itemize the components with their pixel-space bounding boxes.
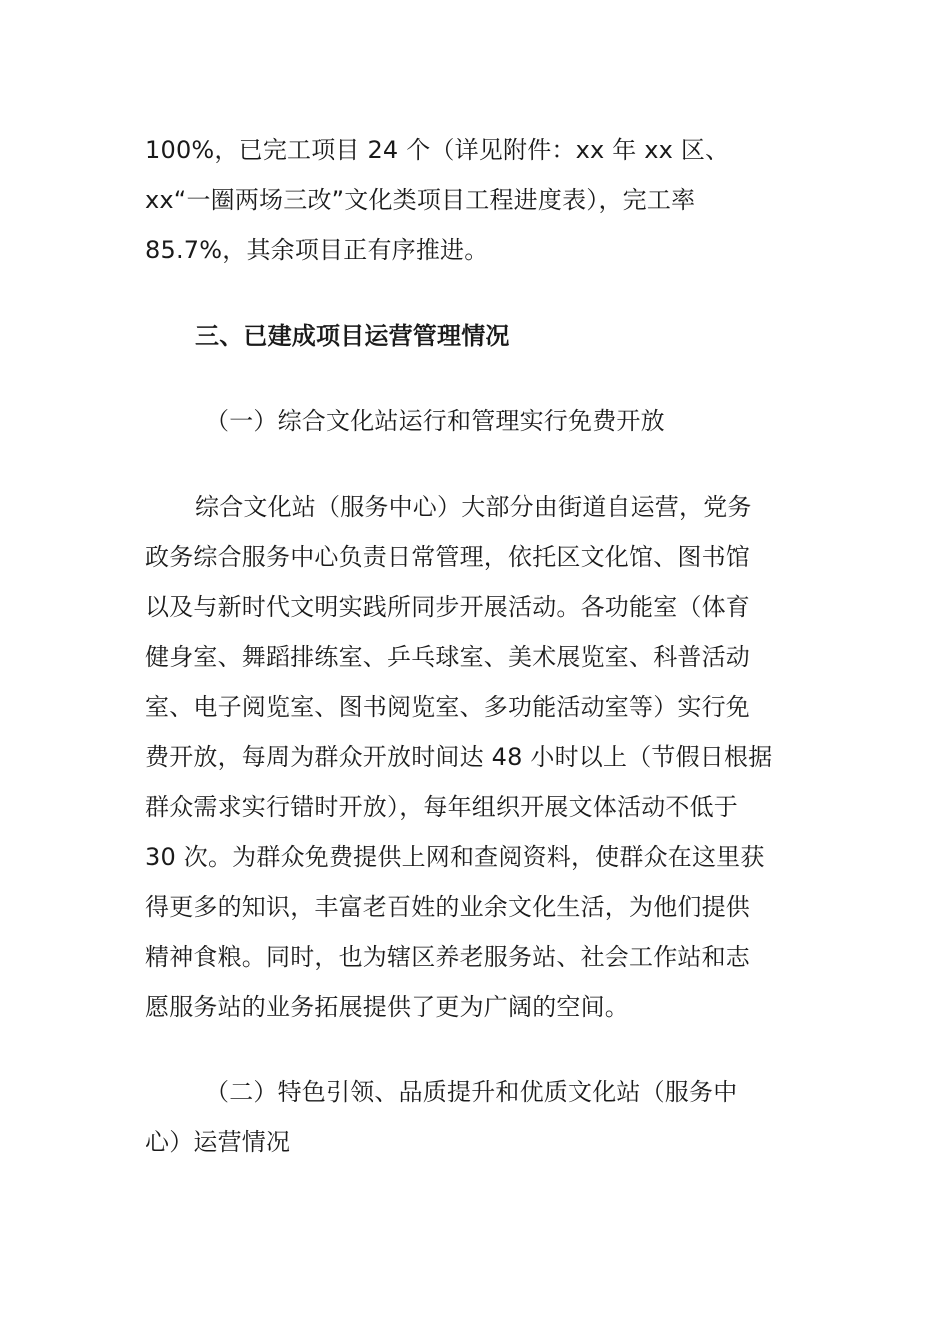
body-line: 愿服务站的业务拓展提供了更为广阔的空间。: [145, 993, 629, 1021]
body-line: 精神食粮。同时，也为辖区养老服务站、社会工作站和志: [145, 943, 750, 971]
paragraph-line: 85.7%，其余项目正有序推进。: [145, 236, 489, 264]
body-line: 综合文化站（服务中心）大部分由街道自运营，党务: [195, 493, 752, 521]
subsection-title: 心）运营情况: [145, 1128, 291, 1156]
body-line: 政务综合服务中心负责日常管理，依托区文化馆、图书馆: [145, 543, 750, 571]
body-line: 以及与新时代文明实践所同步开展活动。各功能室（体育: [145, 593, 750, 621]
section-heading: 三、已建成项目运营管理情况: [195, 322, 510, 350]
body-line: 健身室、舞蹈排练室、乒乓球室、美术展览室、科普活动: [145, 643, 750, 671]
body-line: 群众需求实行错时开放），每年组织开展文体活动不低于: [145, 793, 738, 821]
subsection-title: （一）综合文化站运行和管理实行免费开放: [205, 407, 665, 435]
body-line: 室、电子阅览室、图书阅览室、多功能活动室等）实行免: [145, 693, 750, 721]
body-line: 30 次。为群众免费提供上网和查阅资料，使群众在这里获: [145, 843, 765, 871]
body-line: 费开放，每周为群众开放时间达 48 小时以上（节假日根据: [145, 743, 773, 771]
paragraph-line: 100%，已完工项目 24 个（详见附件：xx 年 xx 区、: [145, 136, 730, 164]
subsection-title: （二）特色引领、品质提升和优质文化站（服务中: [205, 1078, 738, 1106]
body-line: 得更多的知识，丰富老百姓的业余文化生活，为他们提供: [145, 893, 750, 921]
paragraph-line: xx“一圈两场三改”文化类项目工程进度表），完工率: [145, 186, 696, 214]
